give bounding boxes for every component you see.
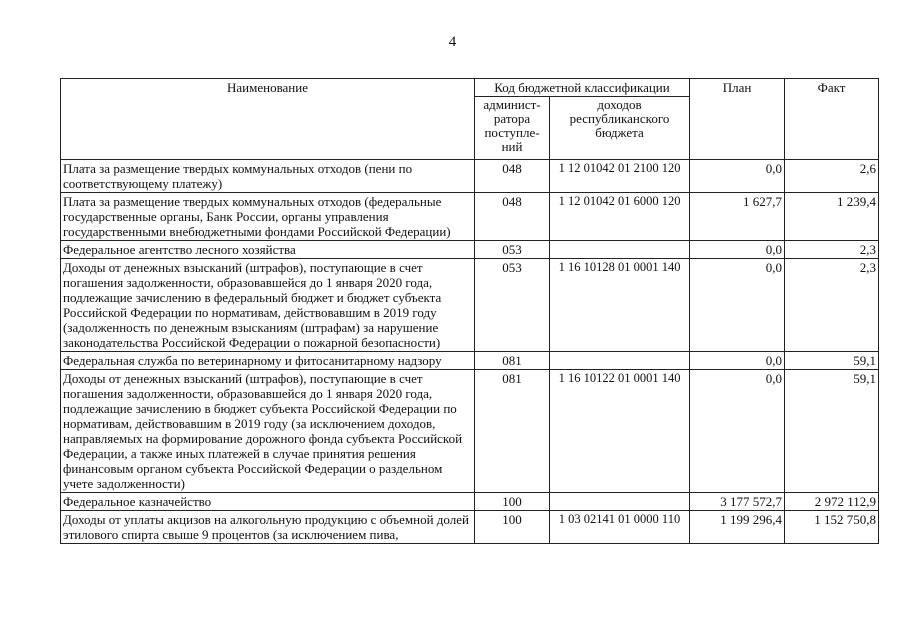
row-plan: 0,0	[690, 370, 785, 493]
row-code: 1 03 02141 01 0000 110	[550, 511, 690, 544]
row-name: Федеральное агентство лесного хозяйства	[61, 241, 475, 259]
row-name: Плата за размещение твердых коммунальных отходов (федеральные государственные органы, Банк России, органы управления государственными внебюджетными фондами Российской Федерации)	[61, 193, 475, 241]
row-fact: 59,1	[785, 352, 879, 370]
row-fact: 2,6	[785, 160, 879, 193]
table-row	[61, 352, 879, 370]
row-plan: 0,0	[690, 160, 785, 193]
table-row	[61, 511, 879, 544]
row-name: Доходы от уплаты акцизов на алкогольную продукцию с объемной долей этилового спирта свыше 9 процентов (за исключением пива,	[61, 511, 475, 544]
row-fact: 2,3	[785, 241, 879, 259]
row-code: 1 16 10122 01 0001 140	[550, 370, 690, 493]
row-name: Плата за размещение твердых коммунальных отходов (пени по соответствующему платежу)	[61, 160, 475, 193]
row-code: 1 12 01042 01 6000 120	[550, 193, 690, 241]
row-admin: 081	[475, 370, 550, 493]
table-row	[61, 259, 879, 352]
header-kbk-group: Код бюджетной классификации	[475, 79, 690, 97]
row-plan: 0,0	[690, 259, 785, 352]
row-plan: 1 627,7	[690, 193, 785, 241]
header-plan: План	[690, 79, 785, 160]
row-plan: 0,0	[690, 241, 785, 259]
table-row	[61, 193, 879, 241]
page-number: 4	[448, 34, 457, 50]
row-code	[550, 241, 690, 259]
row-admin: 048	[475, 160, 550, 193]
row-code: 1 16 10128 01 0001 140	[550, 259, 690, 352]
row-fact: 2,3	[785, 259, 879, 352]
row-plan: 0,0	[690, 352, 785, 370]
row-admin: 081	[475, 352, 550, 370]
row-fact: 1 239,4	[785, 193, 879, 241]
header-admin-text: админист-ратора поступле-ний	[483, 97, 541, 154]
row-admin: 100	[475, 493, 550, 511]
table-row	[61, 370, 879, 493]
row-name: Доходы от денежных взысканий (штрафов), поступающие в счет погашения задолженности, образовавшейся до 1 января 2020 года, подлежащие зачислению в бюджет субъекта Российской Федерации по нормативам, действовавшим в 2019 году (за исключением доходов, направляемых на формирование дорожного фонда субъекта Российской Федерации, а также иных платежей в случае принятия решения финансовым органом субъекта Российской Федерации о раздельном учете задолженности)	[61, 370, 475, 493]
row-plan: 1 199 296,4	[690, 511, 785, 544]
row-code	[550, 493, 690, 511]
row-fact: 1 152 750,8	[785, 511, 879, 544]
budget-table	[60, 78, 879, 544]
table-row	[61, 160, 879, 193]
row-admin: 053	[475, 241, 550, 259]
row-name: Федеральная служба по ветеринарному и фитосанитарному надзору	[61, 352, 475, 370]
row-fact: 59,1	[785, 370, 879, 493]
row-admin: 053	[475, 259, 550, 352]
header-income: доходов республиканского бюджета	[550, 97, 690, 160]
table-row	[61, 493, 879, 511]
row-fact: 2 972 112,9	[785, 493, 879, 511]
row-code	[550, 352, 690, 370]
header-name: Наименование	[61, 79, 475, 160]
row-admin: 048	[475, 193, 550, 241]
header-fact: Факт	[785, 79, 879, 160]
row-plan: 3 177 572,7	[690, 493, 785, 511]
table-row	[61, 241, 879, 259]
header-admin	[475, 97, 550, 160]
row-admin: 100	[475, 511, 550, 544]
row-name: Доходы от денежных взысканий (штрафов), поступающие в счет погашения задолженности, образовавшейся до 1 января 2020 года, подлежащие зачислению в федеральный бюджет и бюджет субъекта Российской Федерации по нормативам, действовавшим в 2019 году (задолженность по денежным взысканиям (штрафам) за нарушение законодательства Российской Федерации о пожарной безопасности)	[61, 259, 475, 352]
row-code: 1 12 01042 01 2100 120	[550, 160, 690, 193]
row-name: Федеральное казначейство	[61, 493, 475, 511]
